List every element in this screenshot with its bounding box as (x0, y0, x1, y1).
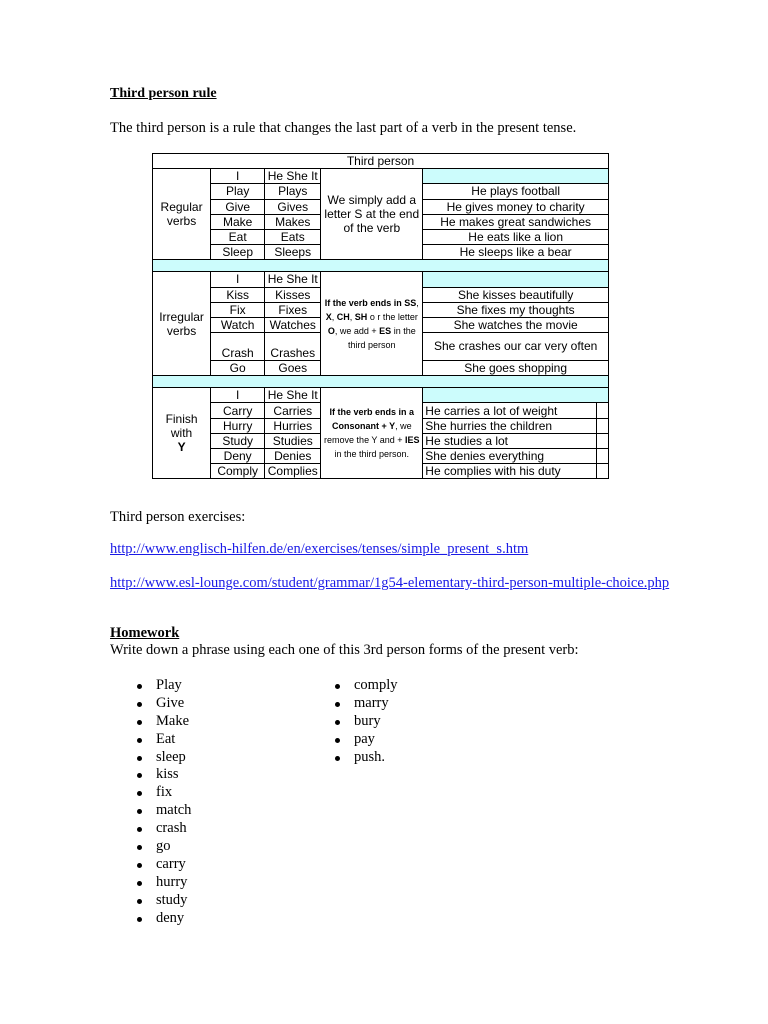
table-cell-third: Makes (265, 214, 321, 229)
homework-verb-list-2 (332, 677, 398, 766)
table-cell-blank (596, 464, 608, 479)
list-item: carry (134, 856, 191, 874)
verb-table (152, 153, 609, 479)
table-cell-base: Play (211, 184, 265, 199)
pronoun-i: I (211, 272, 265, 287)
finish-y-example-header (423, 388, 609, 403)
list-item: Eat (134, 731, 191, 749)
intro-text: The third person is a rule that changes the last part of a verb in the present tense. (110, 120, 577, 136)
table-cell-base: Watch (211, 317, 265, 332)
list-item: bury (332, 713, 398, 731)
pronoun-he-she-it: He She It (265, 169, 321, 184)
table-cell-example: She goes shopping (423, 361, 609, 376)
pronoun-i: I (211, 169, 265, 184)
table-cell-third: Eats (265, 229, 321, 244)
table-cell-base: Eat (211, 229, 265, 244)
list-item: fix (134, 784, 191, 802)
table-cell-third: Denies (265, 449, 321, 464)
table-cell-third: Complies (265, 464, 321, 479)
table-cell-example: She hurries the children (423, 418, 596, 433)
table-cell-third: Plays (265, 184, 321, 199)
table-cell-base: Give (211, 199, 265, 214)
table-cell-base: Kiss (211, 287, 265, 302)
table-cell-third: Kisses (265, 287, 321, 302)
exercises-title: Third person exercises: (110, 509, 246, 525)
list-item: crash (134, 820, 191, 838)
list-item: sleep (134, 749, 191, 767)
table-cell-third: Gives (265, 199, 321, 214)
regular-example-header (423, 169, 609, 184)
pronoun-i: I (211, 388, 265, 403)
list-item: comply (332, 677, 398, 695)
table-cell-base: Go (211, 361, 265, 376)
table-cell-example: She watches the movie (423, 317, 609, 332)
regular-rule-note: We simply add a letter S at the end of the verb (321, 169, 423, 260)
table-cell-example: He plays football (423, 184, 609, 199)
table-cell-blank (596, 449, 608, 464)
table-cell-base: Study (211, 433, 265, 448)
list-item: marry (332, 695, 398, 713)
table-cell-base: Comply (211, 464, 265, 479)
section-separator (153, 260, 609, 272)
pronoun-he-she-it: He She It (265, 388, 321, 403)
regular-label: Regular verbs (153, 169, 211, 260)
table-cell-example: She fixes my thoughts (423, 302, 609, 317)
table-cell-blank (596, 418, 608, 433)
page-heading: Third person rule (110, 86, 217, 101)
exercise-link-englisch-hilfen[interactable]: http://www.englisch-hilfen.de/en/exercises/tenses/simple_present_s.htm (110, 541, 529, 557)
table-cell-base: Deny (211, 449, 265, 464)
table-cell-base: Make (211, 214, 265, 229)
finish-y-rule-note: If the verb ends in a Consonant + Y, we remove the Y and + IES in the third person. (321, 388, 423, 479)
section-separator (153, 376, 609, 388)
irregular-label: Irregular verbs (153, 272, 211, 376)
table-cell-third: Watches (265, 317, 321, 332)
list-item: push. (332, 749, 398, 767)
table-cell-base: Sleep (211, 245, 265, 260)
table-cell-example: He carries a lot of weight (423, 403, 596, 418)
table-cell-example: He complies with his duty (423, 464, 596, 479)
list-item: hurry (134, 874, 191, 892)
table-cell-example: He sleeps like a bear (423, 245, 609, 260)
homework-title: Homework (110, 625, 180, 641)
table-title: Third person (153, 154, 609, 169)
table-cell-blank (596, 433, 608, 448)
list-item: pay (332, 731, 398, 749)
table-cell-base: Hurry (211, 418, 265, 433)
table-cell-third: Hurries (265, 418, 321, 433)
table-cell-example: She kisses beautifully (423, 287, 609, 302)
table-cell-third: Goes (265, 361, 321, 376)
pronoun-he-she-it: He She It (265, 272, 321, 287)
irregular-rule-note: If the verb ends in SS, X, CH, SH o r the letter O, we add + ES in the third person (321, 272, 423, 376)
table-cell-third: Crashes (265, 333, 321, 361)
table-cell-third: Fixes (265, 302, 321, 317)
table-cell-example: She denies everything (423, 449, 596, 464)
list-item: Make (134, 713, 191, 731)
irregular-example-header (423, 272, 609, 287)
list-item: Play (134, 677, 191, 695)
table-cell-example: She crashes our car very often (423, 333, 609, 361)
table-cell-example: He gives money to charity (423, 199, 609, 214)
list-item: study (134, 892, 191, 910)
table-cell-base: Fix (211, 302, 265, 317)
homework-instructions: Write down a phrase using each one of this 3rd person forms of the present verb: (110, 642, 579, 658)
table-cell-third: Sleeps (265, 245, 321, 260)
list-item: Give (134, 695, 191, 713)
finish-y-label: Finish with Y (153, 388, 211, 479)
table-cell-blank (596, 403, 608, 418)
table-cell-third: Carries (265, 403, 321, 418)
table-cell-example: He eats like a lion (423, 229, 609, 244)
list-item: go (134, 838, 191, 856)
table-cell-base: Carry (211, 403, 265, 418)
table-cell-third: Studies (265, 433, 321, 448)
table-cell-example: He makes great sandwiches (423, 214, 609, 229)
list-item: kiss (134, 766, 191, 784)
table-cell-base: Crash (211, 333, 265, 361)
table-cell-example: He studies a lot (423, 433, 596, 448)
homework-verb-list-1 (134, 677, 191, 927)
exercise-link-esl-lounge[interactable]: http://www.esl-lounge.com/student/grammar/1g54-elementary-third-person-multiple-choice.php (110, 575, 670, 591)
list-item: match (134, 802, 191, 820)
list-item: deny (134, 910, 191, 928)
